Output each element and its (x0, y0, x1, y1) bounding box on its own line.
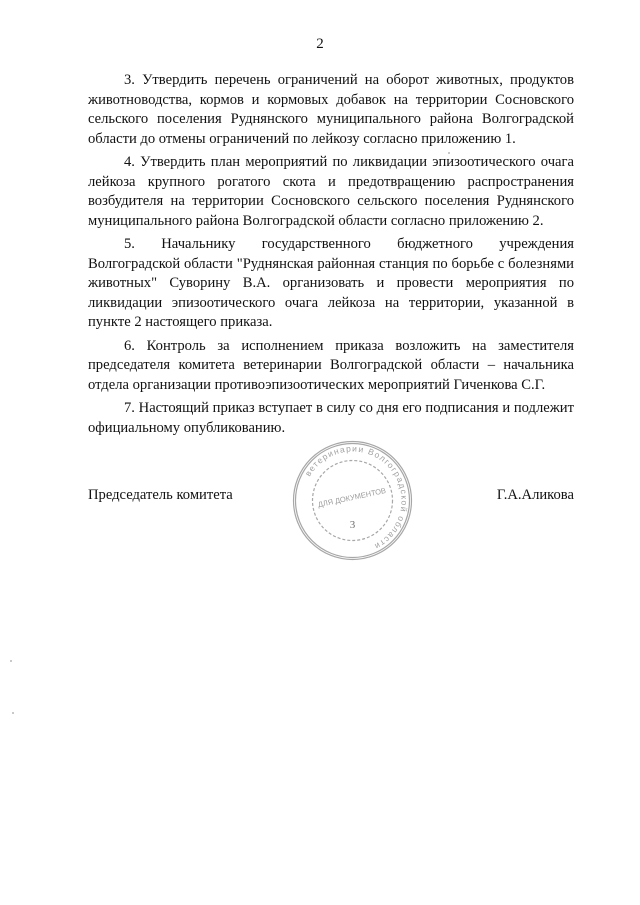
order-body (88, 71, 574, 442)
scan-speck (10, 660, 12, 662)
stamp-seal-icon (290, 438, 415, 563)
signer-title: Председатель комитета (88, 487, 233, 503)
stamp-center-text: ДЛЯ ДОКУМЕНТОВ (317, 485, 387, 510)
stamp-number: 3 (349, 519, 356, 531)
scan-speck (448, 152, 450, 154)
scan-speck (12, 712, 14, 714)
clause-7: 7. Настоящий приказ вступает в силу со дня его подписания и подлежит официальному опубликованию. (88, 400, 574, 436)
signer-name: Г.А.Аликова (496, 487, 574, 503)
clause-5: 5. Начальнику государственного бюджетного учреждения Волгоградской области "Руднянская районная станция по борьбе с болезнями животных" Суворину В.А. организовать и провести мероприятия по ликвидации эпизоотического очага лейкоза на территории, указанной в пункте 2 настоящего приказа. (88, 236, 574, 330)
clause-3: 3. Утвердить перечень ограничений на оборот животных, продуктов животноводства, кормов и кормовых добавок на территории Сосновского сельского поселения Руднянского муниципального района Волгоградской области до отмены ограничений по лейкозу согласно приложению 1. (88, 72, 574, 147)
page-number: 2 (316, 36, 324, 52)
clause-4: 4. Утвердить план мероприятий по ликвидации эпизоотического очага лейкоза крупного рогатого скота и предотвращению распространения возбудителя на территории Сосновского сельского поселения Руднянского муниципального района Волгоградской области согласно приложению 2. (88, 154, 574, 229)
clause-6: 6. Контроль за исполнением приказа возложить на заместителя председателя комитета ветеринарии Волгоградской области – начальника отдела организации противоэпизоотических мероприятий Гиченкова С.Г. (88, 337, 574, 393)
stamp-ring-text: ветеринарии Волгоградской области (302, 443, 410, 553)
official-stamp (290, 438, 415, 563)
